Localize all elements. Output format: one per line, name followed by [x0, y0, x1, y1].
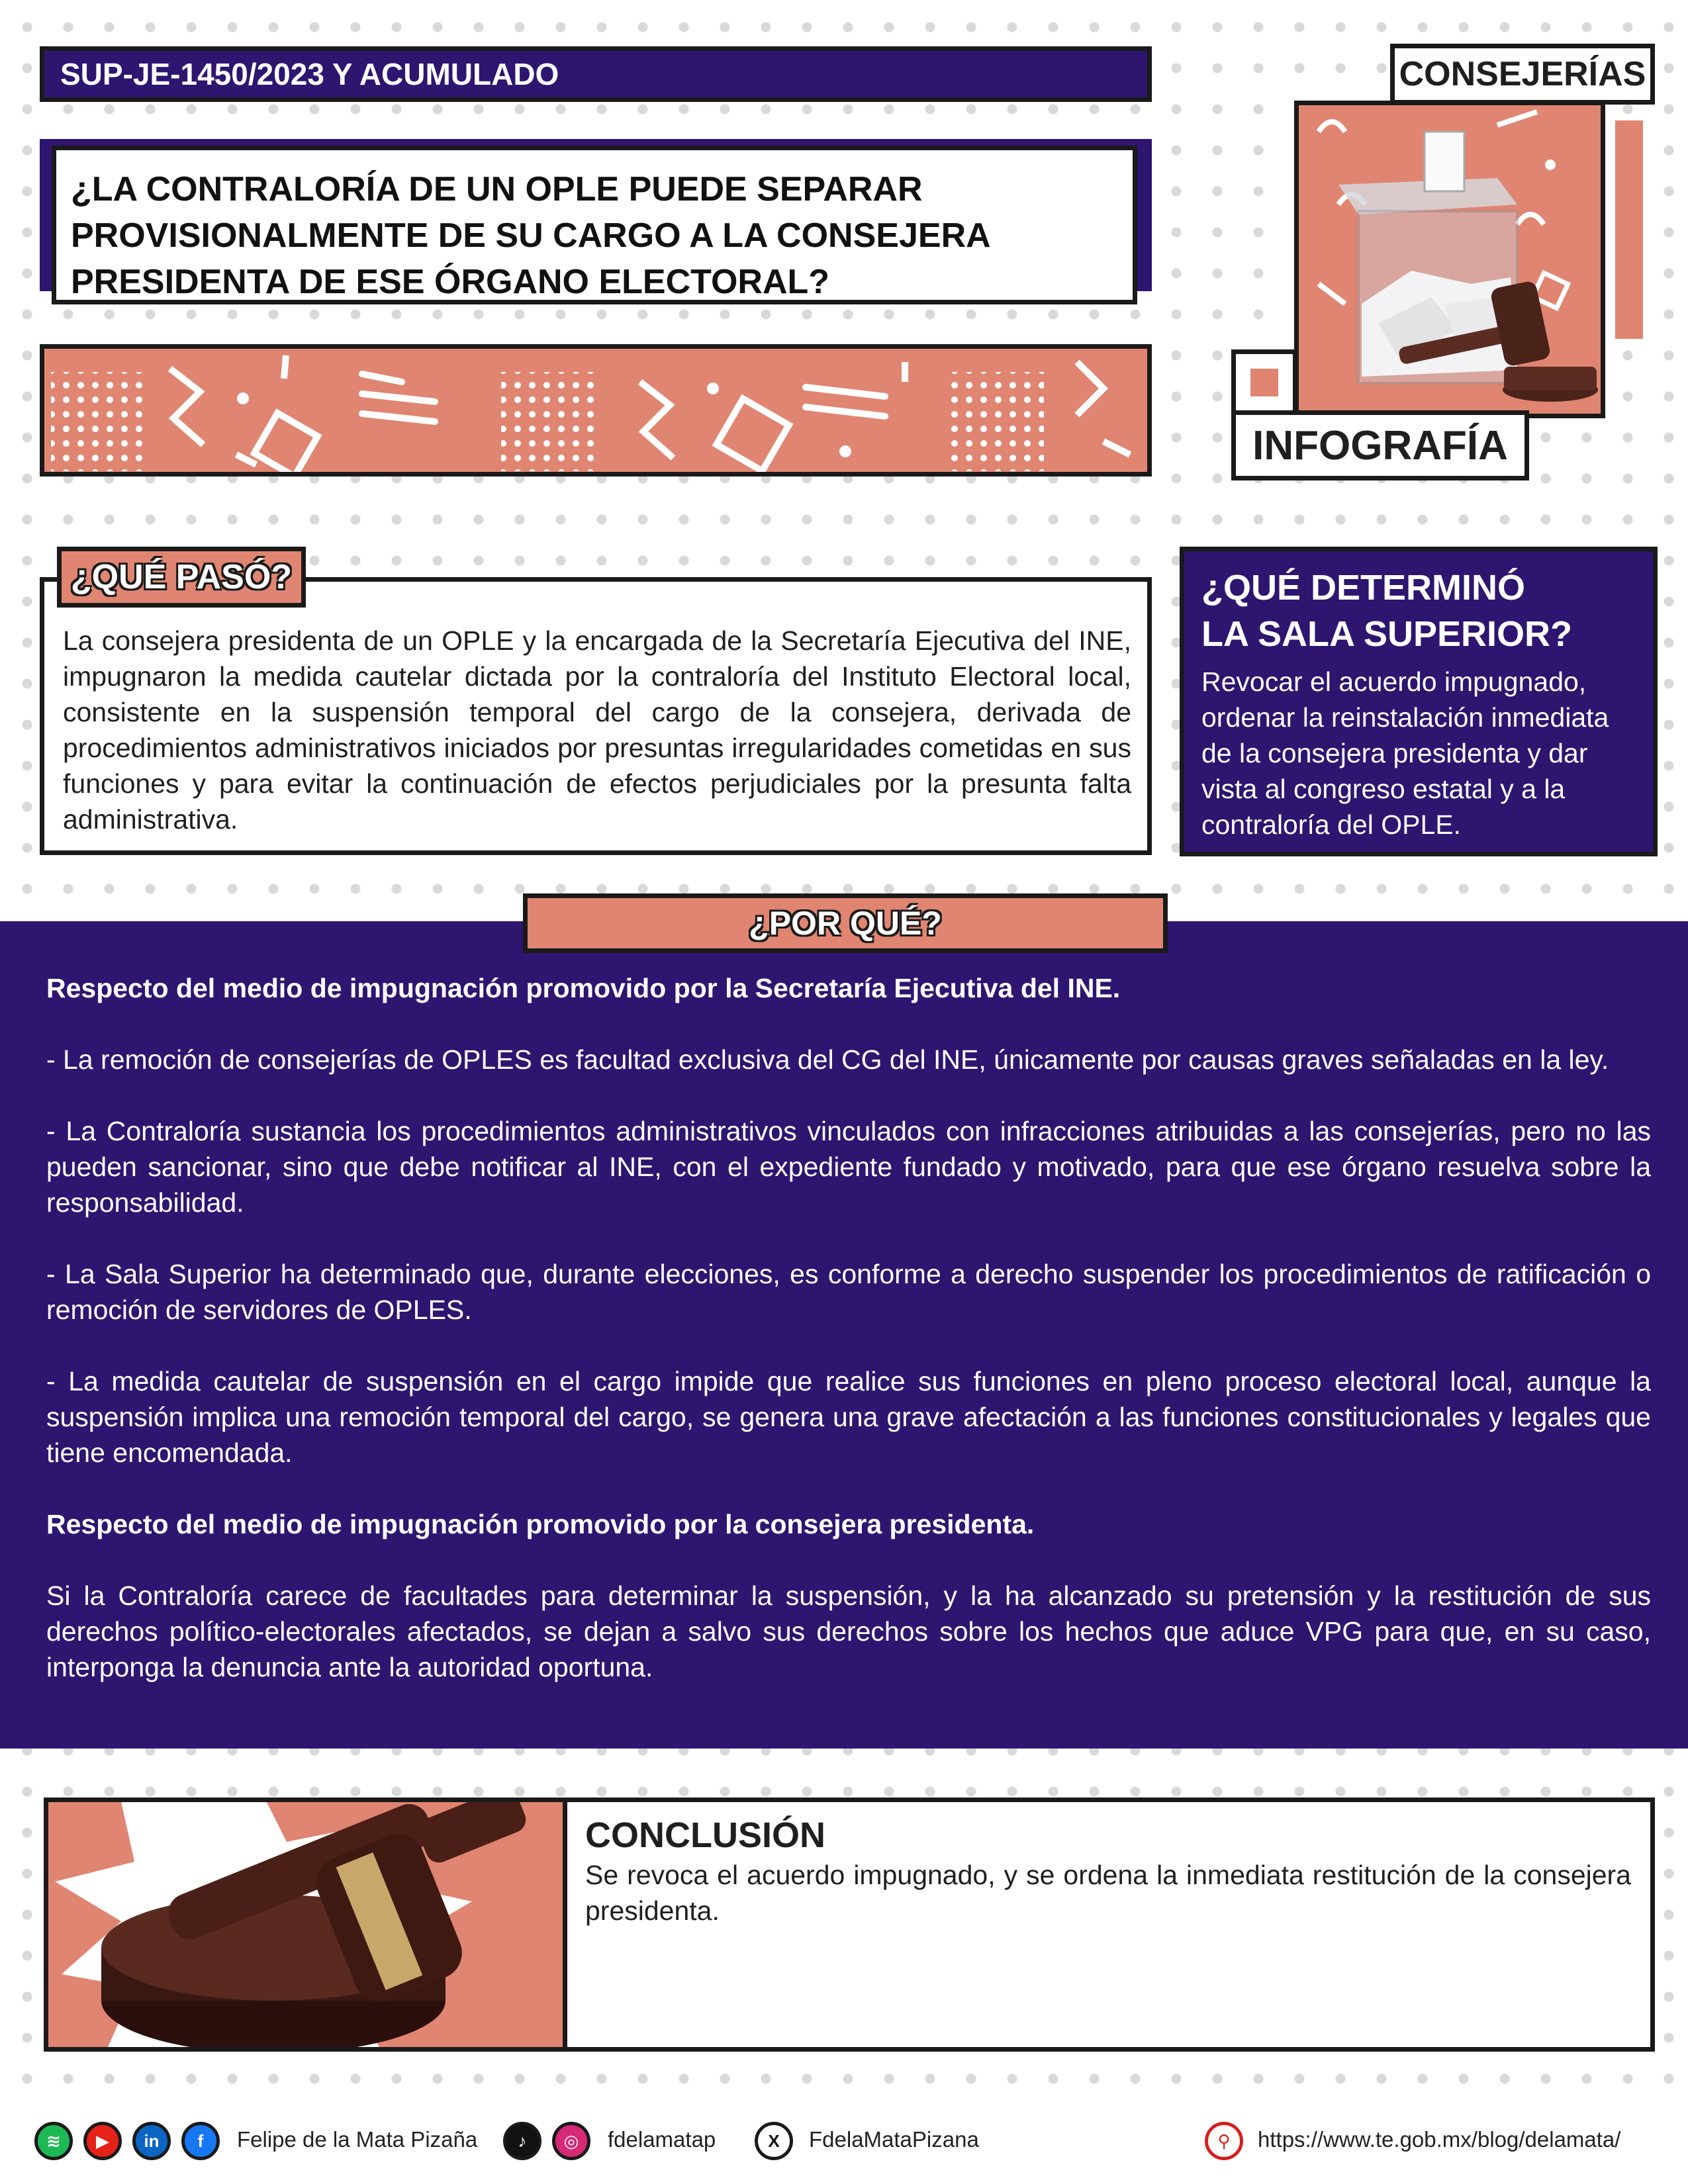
pattern-decoration [44, 349, 1147, 472]
por-que-title: ¿POR QUÉ? [749, 905, 942, 942]
gavel-icon [48, 1802, 567, 2047]
por-que-section [0, 921, 1688, 1749]
badge-square-fill [1250, 369, 1278, 396]
infografia-label [1231, 410, 1529, 480]
footer-handle-instagram[interactable]: fdelamatap [608, 2127, 716, 2152]
x-icon[interactable]: X [755, 2122, 793, 2160]
tiktok-icon[interactable]: ♪ [503, 2122, 541, 2160]
conclusion-text: Se revoca el acuerdo impugnado, y se ordena la inmediata restitución de la consejera presidenta. [585, 1860, 1631, 1926]
gavel-image [48, 1802, 567, 2047]
question-line: ¿LA CONTRALORÍA DE UN OPLE PUEDE SEPARAR [71, 170, 923, 208]
que-paso-text: La consejera presidenta de un OPLE y la encargada de la Secretaría Ejecutiva del INE, impugnaron la medida cautelar dictada por la contraloría del Instituto Electoral local, consistente en la suspensión temporal del cargo de la consejera, derivada de procedimientos administrativos iniciados por presuntas irregularidades cometidas en sus funciones y para evitar la continuación de efectos perjudiciales por la presunta falta administrativa. [63, 625, 1131, 835]
por-que-point: - La medida cautelar de suspensión en el cargo impide que realice sus funciones en pleno proceso electoral local, aunque la suspensión implica una remoción temporal del cargo, se genera una grave afectación a las funciones constitucionales y legales que tiene encomendada. [46, 1366, 1651, 1468]
instagram-icon[interactable]: ◎ [552, 2122, 590, 2160]
determino-box [1180, 547, 1658, 856]
infografia-text: INFOGRAFÍA [1252, 422, 1508, 469]
case-number: SUP-JE-1450/2023 Y ACUMULADO [60, 57, 559, 91]
spotify-icon[interactable]: ≋ [34, 2122, 73, 2160]
consejerias-label [1390, 44, 1655, 105]
por-que-point: Si la Contraloría carece de facultades para determinar la suspensión, y la ha alcanzado su pretensión y la restitución de sus derechos político-electorales afectados, se dejan a salvo sus derechos sobre los hechos que aduce VPG para que, en su caso, interponga la denuncia ante la autoridad oportuna. [46, 1580, 1651, 1682]
que-paso-box [40, 577, 1152, 855]
footer-url[interactable]: https://www.te.gob.mx/blog/delamata/ [1258, 2127, 1621, 2152]
determino-title [1201, 565, 1640, 657]
por-que-point: - La Sala Superior ha determinado que, durante elecciones, es conforme a derecho suspender los procedimientos de ratificación o remoción de servidores de OPLES. [46, 1259, 1651, 1325]
conclusion-title: CONCLUSIÓN [585, 1815, 825, 1855]
que-paso-tag [57, 547, 306, 608]
badge-accent-bar [1615, 120, 1643, 339]
ballot-box-icon [1299, 105, 1601, 414]
por-que-heading: Respecto del medio de impugnación promovido por la consejera presidenta. [46, 1509, 1035, 1539]
ballot-box-gavel-image [1294, 101, 1605, 418]
determino-text: Revocar el acuerdo impugnado, ordenar la reinstalación inmediata de la consejera presidenta y dar vista al congreso estatal y a la contraloría del OPLE. [1201, 666, 1609, 840]
case-number-bar [40, 46, 1152, 102]
consejerias-text: CONSEJERÍAS [1399, 55, 1646, 93]
por-que-heading: Respecto del medio de impugnación promovido por la Secretaría Ejecutiva del INE. [46, 973, 1121, 1003]
footer-name[interactable]: Felipe de la Mata Pizaña [237, 2127, 478, 2152]
youtube-icon[interactable]: ▶ [83, 2122, 122, 2160]
search-icon[interactable]: ⚲ [1205, 2122, 1243, 2160]
por-que-point: - La Contraloría sustancia los procedimientos administrativos vinculados con infracciones atribuidas a las consejerías, pero no las pueden sancionar, sino que debe notificar al INE, con el expediente fundado y motivado, para que ese órgano resuelva sobre la responsabilidad. [46, 1116, 1651, 1218]
determino-title-line: ¿QUÉ DETERMINÓ [1201, 568, 1526, 608]
question-line: PROVISIONALMENTE DE SU CARGO A LA CONSEJERA [71, 216, 991, 255]
footer-handle-x[interactable]: FdelaMataPizana [809, 2127, 979, 2152]
question-line: PRESIDENTA DE ESE ÓRGANO ELECTORAL? [71, 263, 830, 301]
question-box [52, 146, 1137, 304]
pattern-banner [40, 344, 1152, 477]
determino-title-line: LA SALA SUPERIOR? [1201, 614, 1573, 654]
que-paso-title: ¿QUÉ PASÓ? [70, 558, 293, 596]
facebook-icon[interactable]: f [181, 2122, 220, 2160]
linkedin-icon[interactable]: in [132, 2122, 171, 2160]
por-que-point: - La remoción de consejerías de OPLES es facultad exclusiva del CG del INE, únicamente por causas graves señaladas en la ley. [46, 1044, 1609, 1075]
por-que-tag [523, 893, 1168, 953]
badge-square [1231, 349, 1297, 416]
